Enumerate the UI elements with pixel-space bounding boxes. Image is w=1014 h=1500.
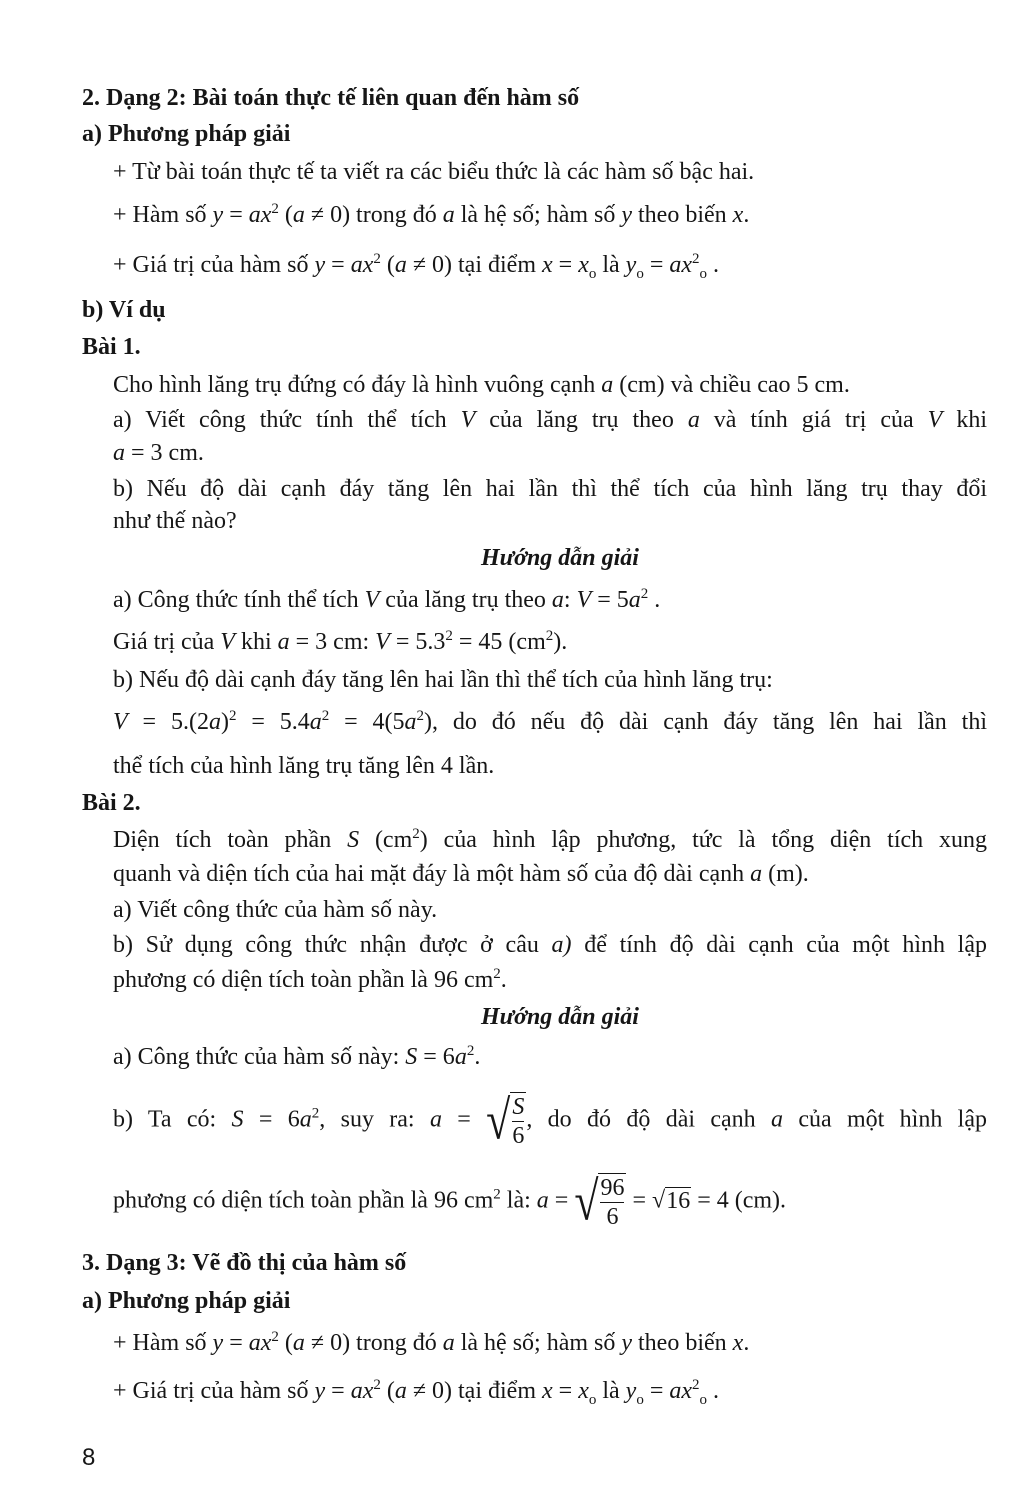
radicand: 16 (666, 1187, 691, 1214)
text-segment: theo biến (632, 202, 733, 228)
solution-heading (0, 543, 1014, 573)
math-variable: a (113, 440, 125, 466)
fraction (510, 1092, 526, 1150)
math-variable: a (277, 629, 290, 655)
text-segment: ). (553, 629, 568, 655)
math-variable: V (576, 587, 592, 613)
solution-heading (0, 1002, 1014, 1032)
section-heading (82, 788, 141, 818)
text-segment: = (643, 252, 670, 278)
text-segment: quanh và diện tích của hai mặt đáy là một hàm số của độ dài cạnh (113, 861, 751, 887)
text-line (113, 965, 507, 995)
text-segment: = (548, 1187, 575, 1214)
text-segment: là (596, 1378, 626, 1404)
math-variable: x (578, 252, 589, 278)
math-variable: x (541, 1378, 553, 1404)
math-variable: V (113, 709, 128, 735)
text-segment: . (500, 967, 507, 993)
math-variable: a (628, 587, 641, 613)
text-segment: ) của hình lập phương, tức là tổng diện tích xung (419, 827, 988, 853)
text-segment: của một hình lập (783, 1106, 987, 1133)
section-heading (82, 332, 141, 362)
text-segment: + Hàm số (113, 202, 213, 228)
math-variable: a (394, 1378, 407, 1404)
text-segment: + Hàm số (113, 1330, 213, 1356)
math-variable: y (621, 202, 633, 228)
text-segment: là hệ số; hàm số (454, 1330, 622, 1356)
text-segment: o (588, 1391, 597, 1408)
text-segment: = 4(5 (329, 709, 405, 735)
text-line (113, 370, 850, 400)
text-segment: là: (500, 1187, 537, 1214)
math-variable: a (292, 202, 305, 228)
text-segment: = (325, 252, 351, 278)
denominator: 6 (606, 1204, 619, 1230)
math-variable: x (541, 252, 553, 278)
text-line (113, 1042, 480, 1072)
text-segment: a) Viết công thức tính thể tích (113, 407, 461, 433)
text-line (113, 405, 987, 435)
text-segment: 2 (445, 628, 453, 644)
text-segment: 2 (412, 826, 420, 842)
text-segment: 2 (271, 1329, 279, 1345)
text-segment: . (648, 587, 661, 613)
math-variable: y (212, 1330, 224, 1356)
text-segment: + Từ bài toán thực tế ta viết ra các biểu thức là các hàm số bậc hai. (113, 159, 755, 185)
text-segment: , suy ra: (319, 1106, 430, 1133)
text-segment: 2 (466, 1043, 475, 1059)
text-segment: (cm) và chiều cao 5 cm. (613, 372, 850, 398)
math-variable: x (732, 202, 744, 228)
text-segment: khi (942, 407, 987, 433)
text-segment: b) Ví dụ (82, 297, 166, 323)
math-variable: a (394, 252, 407, 278)
text-segment: = 5.(2 (127, 709, 209, 735)
text-line (113, 474, 987, 504)
text-segment: 2 (311, 1105, 320, 1122)
text-segment: 2 (416, 708, 425, 724)
text-line (113, 250, 719, 280)
text-segment: . (707, 252, 720, 278)
math-variable: S (231, 1106, 244, 1133)
text-segment: = (552, 252, 579, 278)
text-segment: b) Nếu độ dài cạnh đáy tăng lên hai lần thì thể tích của hình lăng trụ thay đổi (113, 476, 987, 502)
math-variable: y (314, 252, 326, 278)
math-variable: x (732, 1330, 744, 1356)
text-segment: 2 (692, 1377, 700, 1393)
math-variable: V (927, 407, 943, 433)
text-segment: như thế nào? (113, 508, 237, 534)
math-variable: ax (350, 252, 374, 278)
math-variable: a (404, 709, 417, 735)
math-variable: a (601, 372, 614, 398)
text-segment: + Giá trị của hàm số (113, 252, 315, 278)
math-variable: V (460, 407, 476, 433)
text-segment: a) Phương pháp giải (82, 1288, 291, 1314)
text-segment: = 5.3 (389, 629, 446, 655)
text-segment: Hướng dẫn giải (481, 545, 639, 571)
section-heading (82, 83, 579, 113)
math-variable: a (442, 202, 455, 228)
text-segment: của lăng trụ theo (475, 407, 688, 433)
text-segment: a) Công thức tính thể tích (113, 587, 365, 613)
text-segment: 2 (545, 628, 554, 644)
text-line (113, 1376, 719, 1406)
text-segment: + Giá trị của hàm số (113, 1378, 315, 1404)
text-segment: : (563, 587, 577, 613)
section-heading (82, 1248, 406, 1278)
math-variable: ax (248, 1330, 272, 1356)
text-segment: 2. Dạng 2: Bài toán thực tế liên quan đến hàm số (82, 85, 580, 111)
text-segment: 2 (692, 251, 700, 267)
text-segment: để tính độ dài cạnh của một hình lập (571, 932, 988, 958)
radical-sign: √ (486, 1089, 511, 1151)
text-segment: = 5.4 (236, 709, 310, 735)
math-variable: a (309, 709, 322, 735)
text-segment: Giá trị của (113, 629, 221, 655)
text-segment: ( (278, 202, 293, 228)
text-segment: ), do đó nếu độ dài cạnh đáy tăng lên hai lần thì (424, 709, 988, 735)
text-segment: = (223, 202, 249, 228)
math-variable: a (771, 1106, 783, 1133)
math-variable: ax (350, 1378, 374, 1404)
text-line (113, 825, 987, 855)
text-segment: a) Công thức của hàm số này: (113, 1044, 406, 1070)
math-variable: y (621, 1330, 633, 1356)
text-segment: và tính giá trị của (699, 407, 928, 433)
math-variable: a (454, 1044, 467, 1070)
denominator: 6 (512, 1123, 525, 1149)
text-segment: Diện tích toàn phần (113, 827, 348, 853)
math-variable: a (208, 709, 221, 735)
text-line (113, 627, 567, 657)
numerator: 96 (600, 1175, 625, 1201)
text-segment: a) Viết công thức của hàm số này. (113, 897, 438, 923)
text-segment: . (707, 1378, 720, 1404)
section-heading (82, 119, 290, 149)
text-line (113, 930, 987, 960)
text-segment: b) Sử dụng công thức nhận được ở câu (113, 932, 552, 958)
section-heading (82, 295, 166, 325)
text-segment: 2 (373, 1377, 381, 1393)
text-segment: 2 (321, 708, 330, 724)
text-segment: o (636, 1391, 644, 1408)
text-segment: ≠ 0) trong đó (304, 1330, 443, 1356)
math-variable: x (578, 1378, 589, 1404)
text-segment: ) (220, 709, 229, 735)
text-segment: = 6 (243, 1106, 300, 1133)
math-variable: a (551, 587, 564, 613)
text-segment: ( (380, 252, 395, 278)
text-segment: phương có diện tích toàn phần là 96 cm (113, 1187, 494, 1214)
sqrt-fraction (574, 1170, 626, 1232)
math-variable: a) (551, 932, 572, 958)
text-segment: Hướng dẫn giải (481, 1004, 639, 1030)
math-variable: S (405, 1044, 418, 1070)
math-variable: V (220, 629, 235, 655)
text-segment: b) Ta có: (113, 1106, 232, 1133)
math-variable: a (292, 1330, 305, 1356)
text-line (113, 506, 237, 536)
text-segment: 2 (640, 586, 649, 602)
square-root: √16 (652, 1187, 691, 1214)
text-line (113, 1170, 787, 1232)
text-line (113, 707, 987, 737)
text-segment: ( (380, 1378, 395, 1404)
text-line (113, 438, 204, 468)
math-variable: y (314, 1378, 326, 1404)
text-segment: o (699, 265, 708, 282)
text-segment: = (223, 1330, 249, 1356)
text-segment: là (596, 252, 626, 278)
text-segment: o (636, 265, 644, 282)
numerator: S (512, 1094, 525, 1120)
sqrt-fraction (486, 1089, 526, 1151)
page-number: 8 (82, 1444, 96, 1471)
text-segment: ≠ 0) tại điểm (406, 1378, 542, 1404)
text-line (113, 200, 749, 230)
math-variable: a (442, 1330, 455, 1356)
text-segment: 2 (271, 201, 279, 217)
text-segment: 3. Dạng 3: Vẽ đồ thị của hàm số (82, 1250, 407, 1276)
text-segment: = (325, 1378, 351, 1404)
text-segment: ≠ 0) trong đó (304, 202, 443, 228)
math-variable: ax (669, 252, 693, 278)
text-segment: a) Phương pháp giải (82, 121, 291, 147)
text-segment: (m). (762, 861, 809, 887)
math-variable: V (375, 629, 390, 655)
text-segment: 2 (373, 251, 381, 267)
math-variable: ax (669, 1378, 693, 1404)
text-segment: = 3 cm. (125, 440, 204, 466)
math-variable: y (212, 202, 224, 228)
text-segment: là hệ số; hàm số (454, 202, 622, 228)
text-line (113, 1328, 749, 1358)
math-variable: a (687, 407, 700, 433)
text-segment: . (743, 202, 750, 228)
section-heading (82, 1286, 290, 1316)
text-segment: Bài 2. (82, 790, 141, 816)
math-variable: y (625, 1378, 637, 1404)
text-line (113, 895, 437, 925)
text-segment: = 3 cm: (289, 629, 376, 655)
text-segment: ( (278, 1330, 293, 1356)
text-segment: theo biến (632, 1330, 733, 1356)
text-segment: = 6 (417, 1044, 455, 1070)
text-segment: (cm (359, 827, 413, 853)
text-line (113, 157, 754, 187)
text-segment: 2 (493, 966, 501, 982)
math-variable: ax (248, 202, 272, 228)
text-segment: 2 (493, 1186, 501, 1203)
math-variable: V (364, 587, 380, 613)
text-segment: thể tích của hình lăng trụ tăng lên 4 lần. (113, 753, 495, 779)
math-variable: S (347, 827, 360, 853)
text-segment: khi (234, 629, 278, 655)
text-segment: ≠ 0) tại điểm (406, 252, 542, 278)
fraction (598, 1173, 626, 1231)
text-segment: b) Nếu độ dài cạnh đáy tăng lên hai lần thì thể tích của hình lăng trụ: (113, 667, 773, 693)
math-variable: a (750, 861, 763, 887)
math-variable: a (429, 1106, 442, 1133)
text-segment: . (474, 1044, 481, 1070)
text-segment: = 45 (cm (452, 629, 546, 655)
text-line (113, 665, 773, 695)
text-segment: , do đó độ dài cạnh (526, 1106, 771, 1133)
text-line (113, 859, 809, 889)
text-segment: của lăng trụ theo (379, 587, 552, 613)
text-line (113, 1089, 987, 1151)
text-segment: = (643, 1378, 670, 1404)
radical-sign: √ (574, 1170, 599, 1232)
math-variable: a (536, 1187, 549, 1214)
text-segment: = (441, 1106, 487, 1133)
text-segment: Cho hình lăng trụ đứng có đáy là hình vuông cạnh (113, 372, 602, 398)
text-segment: phương có diện tích toàn phần là 96 cm (113, 967, 494, 993)
text-segment: o (588, 265, 597, 282)
text-segment: Bài 1. (82, 334, 141, 360)
text-segment: . (743, 1330, 750, 1356)
math-variable: y (625, 252, 637, 278)
text-segment: o (699, 1391, 708, 1408)
text-segment: = (552, 1378, 579, 1404)
text-segment: = (626, 1187, 653, 1214)
text-line (113, 751, 494, 781)
math-variable: a (299, 1106, 312, 1133)
text-line (113, 585, 660, 615)
text-segment: 2 (228, 708, 237, 724)
text-segment: = 5 (591, 587, 629, 613)
text-segment: = 4 (cm). (691, 1187, 787, 1214)
